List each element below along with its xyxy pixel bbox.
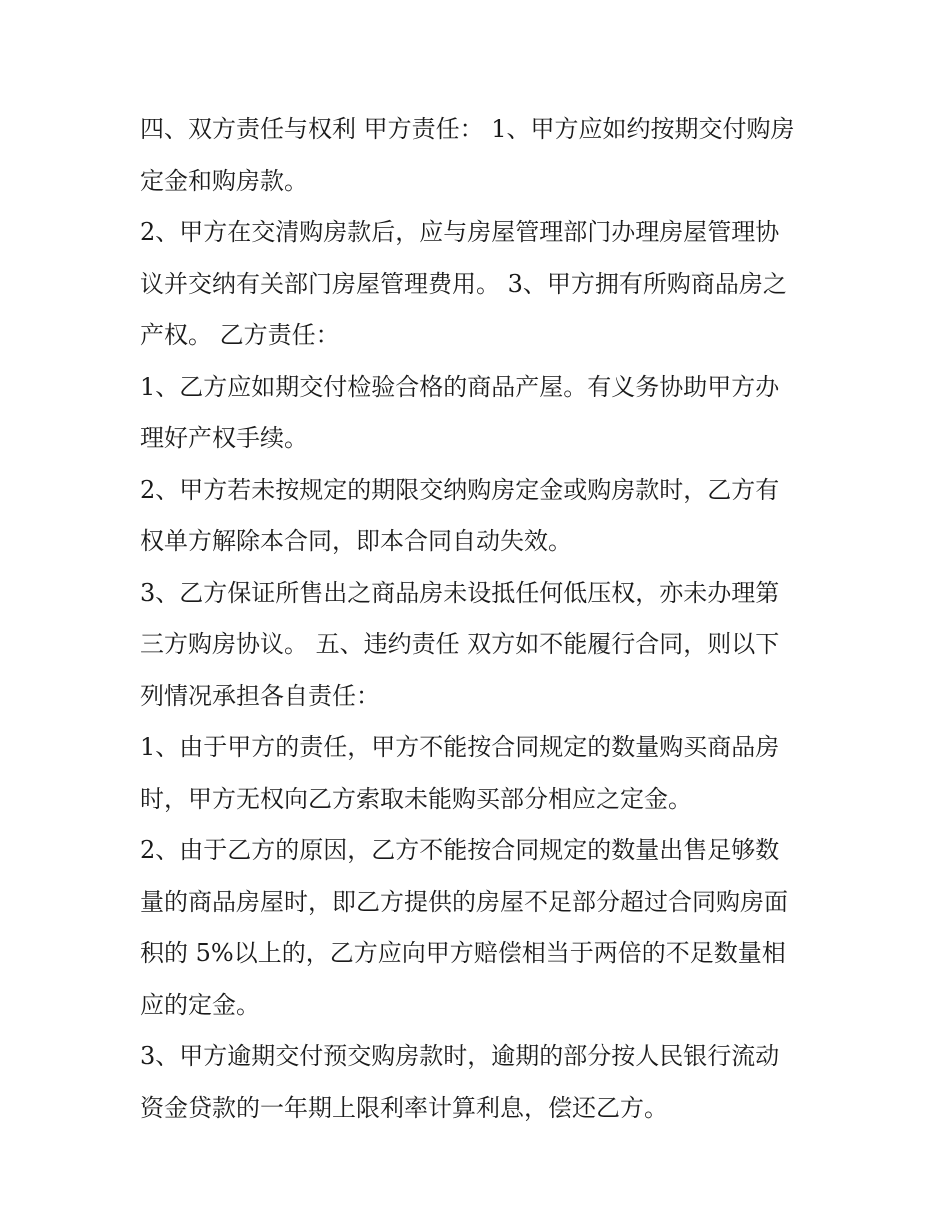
text-line: 3、乙方保证所售出之商品房未设抵任何低压权，亦未办理第	[140, 578, 780, 607]
text-line: 2、甲方若未按规定的期限交纳购房定金或购房款时，乙方有	[140, 475, 780, 504]
text-line: 应的定金。	[140, 990, 260, 1019]
text-line: 积的 5%以上的，乙方应向甲方赔偿相当于两倍的不足数量相	[140, 939, 786, 967]
paragraph-breach-3	[140, 1031, 820, 1134]
text-line: 理好产权手续。	[140, 424, 308, 452]
text-line: 时，甲方无权向乙方索取未能购买部分相应之定金。	[140, 784, 692, 813]
paragraph-party-b-duty-2	[140, 465, 820, 568]
paragraph-party-b-duty-1	[140, 362, 820, 465]
text-line: 1、乙方应如期交付检验合格的商品产屋。有义务协助甲方办	[140, 372, 780, 401]
text-line: 量的商品房屋时，即乙方提供的房屋不足部分超过合同购房面	[140, 887, 788, 916]
text-line: 3、甲方逾期交付预交购房款时，逾期的部分按人民银行流动	[140, 1042, 780, 1070]
text-line: 四、双方责任与权利 甲方责任： 1、甲方应如约按期交付购房	[140, 115, 795, 143]
text-line: 产权。 乙方责任：	[140, 321, 340, 349]
paragraph-breach-1	[140, 722, 820, 825]
text-line: 定金和购房款。	[140, 166, 308, 195]
text-line: 议并交纳有关部门房屋管理费用。 3、甲方拥有所购商品房之	[140, 269, 787, 298]
document-body	[140, 104, 820, 1134]
text-line: 列情况承担各自责任：	[140, 681, 380, 710]
paragraph-party-b-duty-3	[140, 568, 820, 723]
text-line: 资金贷款的一年期上限利率计算利息，偿还乙方。	[140, 1093, 668, 1122]
text-line: 1、由于甲方的责任，甲方不能按合同规定的数量购买商品房	[140, 733, 780, 761]
paragraph-rights-and-duties	[140, 104, 820, 207]
text-line: 三方购房协议。 五、违约责任 双方如不能履行合同，则以下	[140, 630, 780, 658]
paragraph-breach-2	[140, 825, 820, 1031]
paragraph-party-a-duty-2	[140, 207, 820, 362]
text-line: 2、由于乙方的原因，乙方不能按合同规定的数量出售足够数	[140, 836, 780, 864]
text-line: 2、甲方在交清购房款后，应与房屋管理部门办理房屋管理协	[140, 218, 780, 246]
text-line: 权单方解除本合同，即本合同自动失效。	[140, 527, 572, 555]
